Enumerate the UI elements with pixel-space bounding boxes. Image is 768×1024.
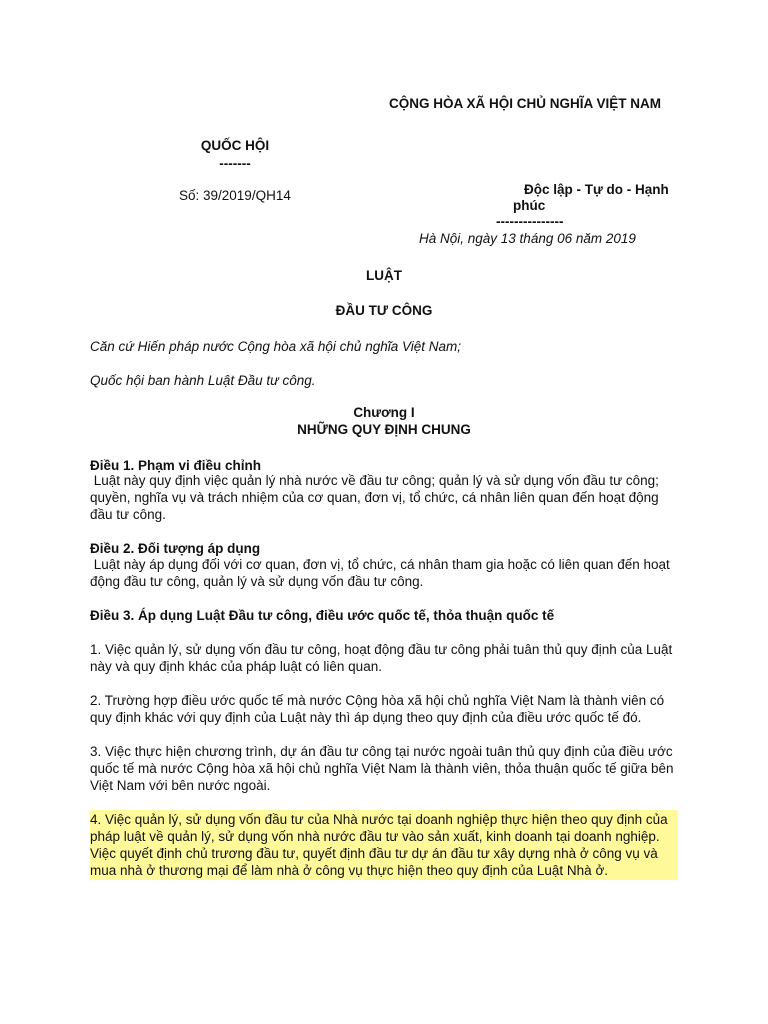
article-1-body: Luật này quy định việc quản lý nhà nước về đầu tư công; quản lý và sử dụng vốn đầu tư công; quyền, nghĩa vụ và trách nhiệm của cơ quan, đơn vị, tổ chức, cá nhân liên quan đến hoạt động đầu tư công.	[90, 473, 663, 522]
article-2-body: Luật này áp dụng đối với cơ quan, đơn vị, tổ chức, cá nhân tham gia hoặc có liên quan đến hoạt động đầu tư công, quản lý và sử dụng vốn đầu tư công.	[90, 557, 674, 589]
chapter-name: NHỮNG QUY ĐỊNH CHUNG	[297, 422, 471, 437]
issuer-name: QUỐC HỘI	[200, 138, 270, 153]
article-2-heading: Điều 2. Đối tượng áp dụng	[90, 541, 261, 556]
motto-rule: ---------------	[496, 214, 564, 229]
republic-title: CỘNG HÒA XÃ HỘI CHỦ NGHĨA VIỆT NAM	[389, 96, 662, 111]
law-name: ĐẦU TƯ CÔNG	[335, 303, 433, 318]
place-date: Hà Nội, ngày 13 tháng 06 năm 2019	[419, 231, 636, 246]
article-3-heading: Điều 3. Áp dụng Luật Đầu tư công, điều ước quốc tế, thỏa thuận quốc tế	[90, 608, 555, 623]
preamble-basis: Căn cứ Hiến pháp nước Cộng hòa xã hội chủ nghĩa Việt Nam;	[90, 339, 461, 354]
motto-line-2: phúc	[513, 198, 546, 213]
article-1-heading: Điều 1. Phạm vi điều chỉnh	[90, 458, 262, 473]
document-number: Số: 39/2019/QH14	[179, 188, 291, 203]
article-3-clause-3: 3. Việc thực hiện chương trình, dự án đầu tư công tại nước ngoài tuân thủ quy định của điều ước quốc tế mà nước Cộng hòa xã hội chủ nghĩa Việt Nam là thành viên, thỏa thuận quốc tế giữa bên Việt Nam với bên nước ngoài.	[90, 744, 674, 793]
document-type: LUẬT	[366, 268, 402, 283]
article-3-clause-1: 1. Việc quản lý, sử dụng vốn đầu tư công, hoạt động đầu tư công phải tuân thủ quy định của Luật này và quy định khác của pháp luật có liên quan.	[90, 642, 673, 674]
issuer-rule: -------	[219, 156, 251, 171]
preamble-enactment: Quốc hội ban hành Luật Đầu tư công.	[90, 373, 316, 388]
chapter-label: Chương I	[353, 405, 415, 420]
article-3-clause-2: 2. Trường hợp điều ước quốc tế mà nước Cộng hòa xã hội chủ nghĩa Việt Nam là thành viên có quy định khác với quy định của Luật này thì áp dụng theo quy định của điều ước quốc tế đó.	[90, 693, 665, 725]
article-3-clause-4-highlighted: 4. Việc quản lý, sử dụng vốn đầu tư của Nhà nước tại doanh nghiệp thực hiện theo quy định của pháp luật về quản lý, sử dụng vốn nhà nước đầu tư vào sản xuất, kinh doanh tại doanh nghiệp. Việc quyết định chủ trương đầu tư, quyết định đầu tư dự án đầu tư xây dựng nhà ở công vụ và mua nhà ở thương mại để làm nhà ở công vụ thực hiện theo quy định của Luật Nhà ở.	[90, 810, 678, 880]
motto-line-1: Độc lập - Tự do - Hạnh	[524, 182, 669, 197]
